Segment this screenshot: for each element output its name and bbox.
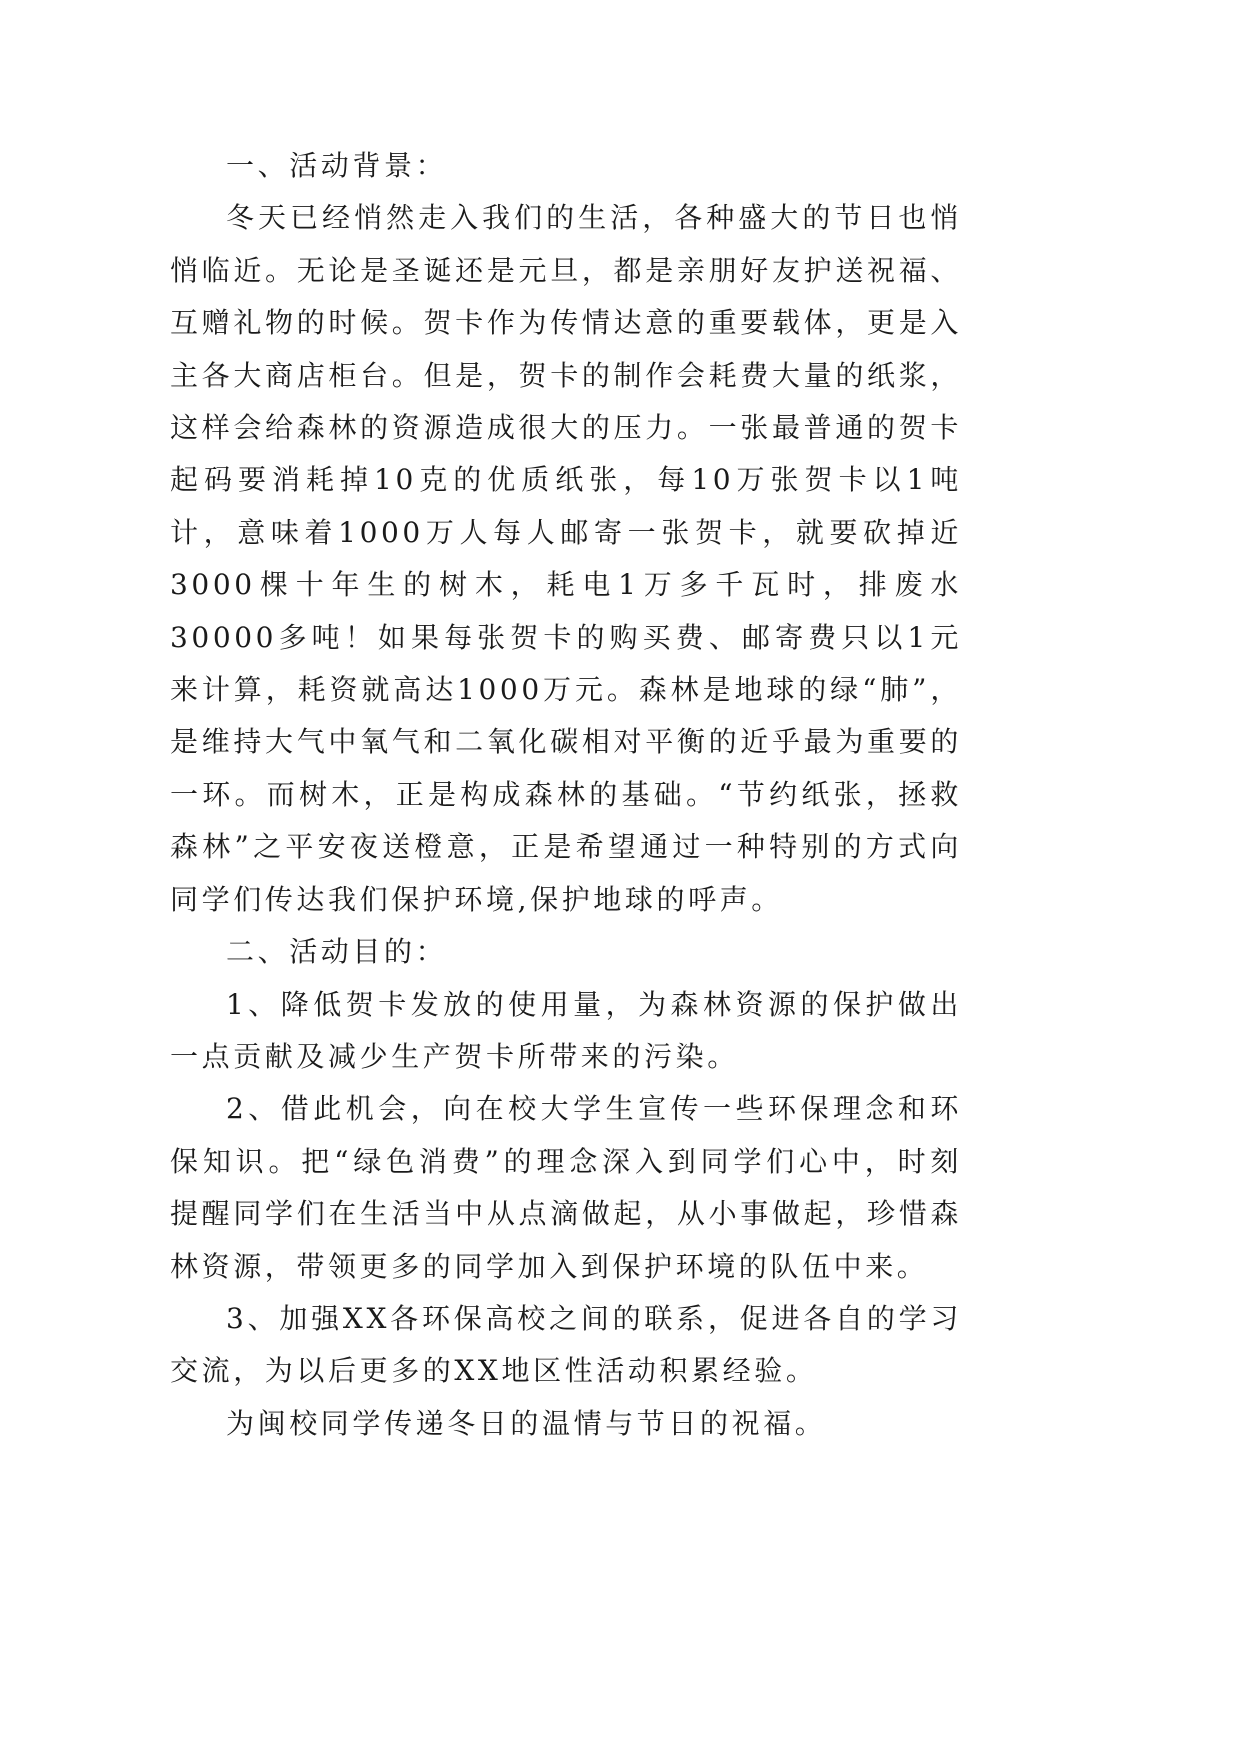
background-paragraph: 冬天已经悄然走入我们的生活，各种盛大的节日也悄悄临近。无论是圣诞还是元旦，都是亲朋好友护送祝福、互赠礼物的时候。贺卡作为传情达意的重要载体，更是入主各大商店柜台。但是，贺卡的制作会耗费大量的纸浆，这样会给森林的资源造成很大的压力。一张最普通的贺卡起码要消耗掉10克的优质纸张，每10万张贺卡以1吨计，意味着1000万人每人邮寄一张贺卡，就要砍掉近3000棵十年生的树木，耗电1万多千瓦时，排废水30000多吨！如果每张贺卡的购买费、邮寄费只以1元来计算，耗资就高达1000万元。森林是地球的绿“肺”，是维持大气中氧气和二氧化碳相对平衡的近乎最为重要的一环。而树木，正是构成森林的基础。“节约纸张，拯救森林”之平安夜送橙意，正是希望通过一种特别的方式向同学们传达我们保护环境,保护地球的呼声。 xyxy=(170,201,962,916)
section-heading-purpose: 二、活动目的： xyxy=(226,935,448,969)
section-heading-background: 一、活动背景： xyxy=(226,149,448,182)
purpose-item-2: 2、借此机会，向在校大学生宣传一些环保理念和环保知识。把“绿色消费”的理念深入到同学们心中，时刻提醒同学们在生活当中从点滴做起，从小事做起，珍惜森林资源，带领更多的同学加入到保护环境的队伍中来。 xyxy=(170,1092,962,1283)
closing-line: 为闽校同学传递冬日的温情与节日的祝福。 xyxy=(226,1406,827,1440)
document-body xyxy=(170,140,962,1450)
purpose-item-3: 3、加强XX各环保高校之间的联系，促进各自的学习交流，为以后更多的XX地区性活动积累经验。 xyxy=(170,1301,962,1388)
purpose-item-1: 1、降低贺卡发放的使用量，为森林资源的保护做出一点贡献及减少生产贺卡所带来的污染。 xyxy=(170,987,962,1073)
